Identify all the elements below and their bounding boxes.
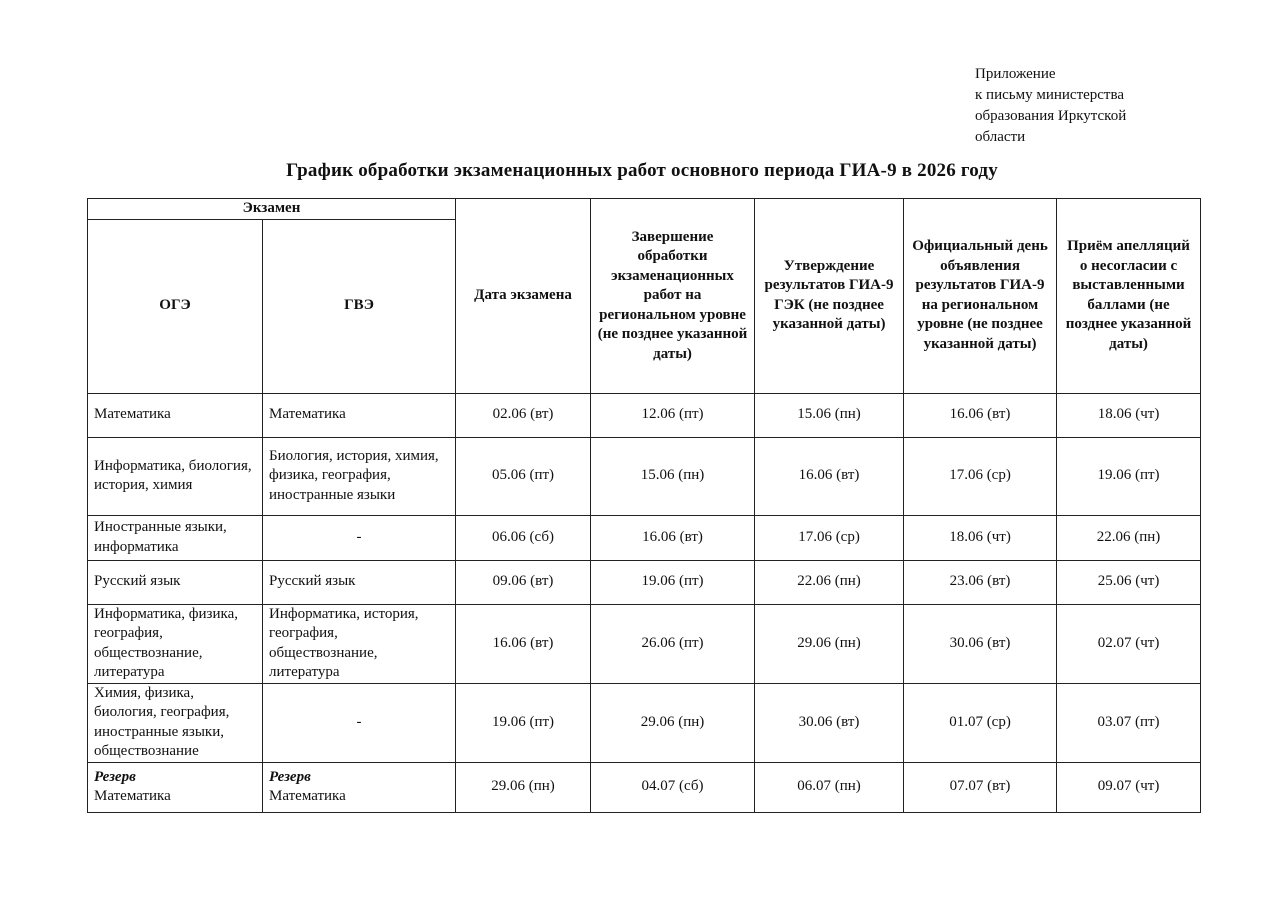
cell-gek-approval: 06.07 (пн) (755, 762, 904, 812)
cell-appeals: 22.06 (пн) (1057, 515, 1201, 560)
cell-gek-approval: 30.06 (вт) (755, 683, 904, 762)
cell-gve-subjects: - (263, 683, 456, 762)
table-row (88, 393, 1201, 437)
cell-gek-approval: 29.06 (пн) (755, 604, 904, 683)
cell-exam-date: 05.06 (пт) (456, 437, 591, 515)
table-row (88, 437, 1201, 515)
cell-processing-end: 15.06 (пн) (591, 437, 755, 515)
header-official-results: Официальный день объявления результатов ГИА-9 на региональном уровне (не позднее указанной даты) (904, 199, 1057, 394)
cell-appeals: 02.07 (чт) (1057, 604, 1201, 683)
header-oge: ОГЭ (88, 219, 263, 393)
cell-gek-approval: 15.06 (пн) (755, 393, 904, 437)
appendix-line: Приложение (975, 66, 1056, 82)
table-row (88, 683, 1201, 762)
header-appeals: Приём апелляций о несогласии с выставленными баллами (не позднее указанной даты) (1057, 199, 1201, 394)
cell-official-results: 16.06 (вт) (904, 393, 1057, 437)
table-row (88, 560, 1201, 604)
cell-exam-date: 02.06 (вт) (456, 393, 591, 437)
cell-exam-date: 09.06 (вт) (456, 560, 591, 604)
cell-exam-date: 06.06 (сб) (456, 515, 591, 560)
cell-official-results: 23.06 (вт) (904, 560, 1057, 604)
cell-official-results: 07.07 (вт) (904, 762, 1057, 812)
appendix-line: к письму министерства (975, 87, 1125, 103)
header-processing-end: Завершение обработки экзаменационных работ на региональном уровне (не позднее указанной даты) (591, 199, 755, 394)
table-row (88, 604, 1201, 683)
cell-processing-end: 29.06 (пн) (591, 683, 755, 762)
cell-oge-subjects: Химия, физика, биология, география, иностранные языки, обществознание (88, 683, 263, 762)
cell-appeals: 19.06 (пт) (1057, 437, 1201, 515)
reserve-label: Резерв (269, 768, 311, 785)
cell-exam-date: 16.06 (вт) (456, 604, 591, 683)
cell-processing-end: 16.06 (вт) (591, 515, 755, 560)
cell-gve-subjects: Информатика, история, география, обществознание, литература (263, 604, 456, 683)
reserve-subject: Математика (94, 788, 171, 804)
header-exam-group: Экзамен (88, 199, 456, 220)
cell-oge-subjects: Математика (88, 393, 263, 437)
header-gek-approval: Утверждение результатов ГИА-9 ГЭК (не позднее указанной даты) (755, 199, 904, 394)
cell-gek-approval: 17.06 (ср) (755, 515, 904, 560)
reserve-subject: Математика (269, 788, 346, 804)
table-row-reserve (88, 762, 1201, 812)
reserve-label: Резерв (94, 768, 136, 785)
cell-gve-subjects: - (263, 515, 456, 560)
cell-appeals: 03.07 (пт) (1057, 683, 1201, 762)
header-exam-date: Дата экзамена (456, 199, 591, 394)
cell-appeals: 18.06 (чт) (1057, 393, 1201, 437)
appendix-note (975, 64, 1175, 148)
cell-oge-subjects: Информатика, биология, история, химия (88, 437, 263, 515)
appendix-line: образования Иркутской (975, 108, 1127, 124)
schedule-table (87, 198, 1201, 813)
cell-official-results: 17.06 (ср) (904, 437, 1057, 515)
table-row (88, 515, 1201, 560)
cell-oge-subjects: Русский язык (88, 560, 263, 604)
cell-appeals: 25.06 (чт) (1057, 560, 1201, 604)
cell-gve-reserve (263, 762, 456, 812)
cell-official-results: 18.06 (чт) (904, 515, 1057, 560)
cell-gve-subjects: Биология, история, химия, физика, география, иностранные языки (263, 437, 456, 515)
cell-oge-reserve (88, 762, 263, 812)
cell-official-results: 30.06 (вт) (904, 604, 1057, 683)
cell-gek-approval: 22.06 (пн) (755, 560, 904, 604)
cell-processing-end: 19.06 (пт) (591, 560, 755, 604)
cell-oge-subjects: Информатика, физика, география, обществознание, литература (88, 604, 263, 683)
cell-processing-end: 26.06 (пт) (591, 604, 755, 683)
cell-appeals: 09.07 (чт) (1057, 762, 1201, 812)
document-title: График обработки экзаменационных работ основного периода ГИА-9 в 2026 году (286, 160, 998, 181)
cell-gve-subjects: Русский язык (263, 560, 456, 604)
appendix-line: области (975, 129, 1026, 145)
cell-exam-date: 29.06 (пн) (456, 762, 591, 812)
header-gve: ГВЭ (263, 219, 456, 393)
cell-gve-subjects: Математика (263, 393, 456, 437)
cell-gek-approval: 16.06 (вт) (755, 437, 904, 515)
header-row-group (88, 199, 1201, 220)
cell-processing-end: 04.07 (сб) (591, 762, 755, 812)
cell-official-results: 01.07 (ср) (904, 683, 1057, 762)
cell-oge-subjects: Иностранные языки, информатика (88, 515, 263, 560)
cell-exam-date: 19.06 (пт) (456, 683, 591, 762)
cell-processing-end: 12.06 (пт) (591, 393, 755, 437)
